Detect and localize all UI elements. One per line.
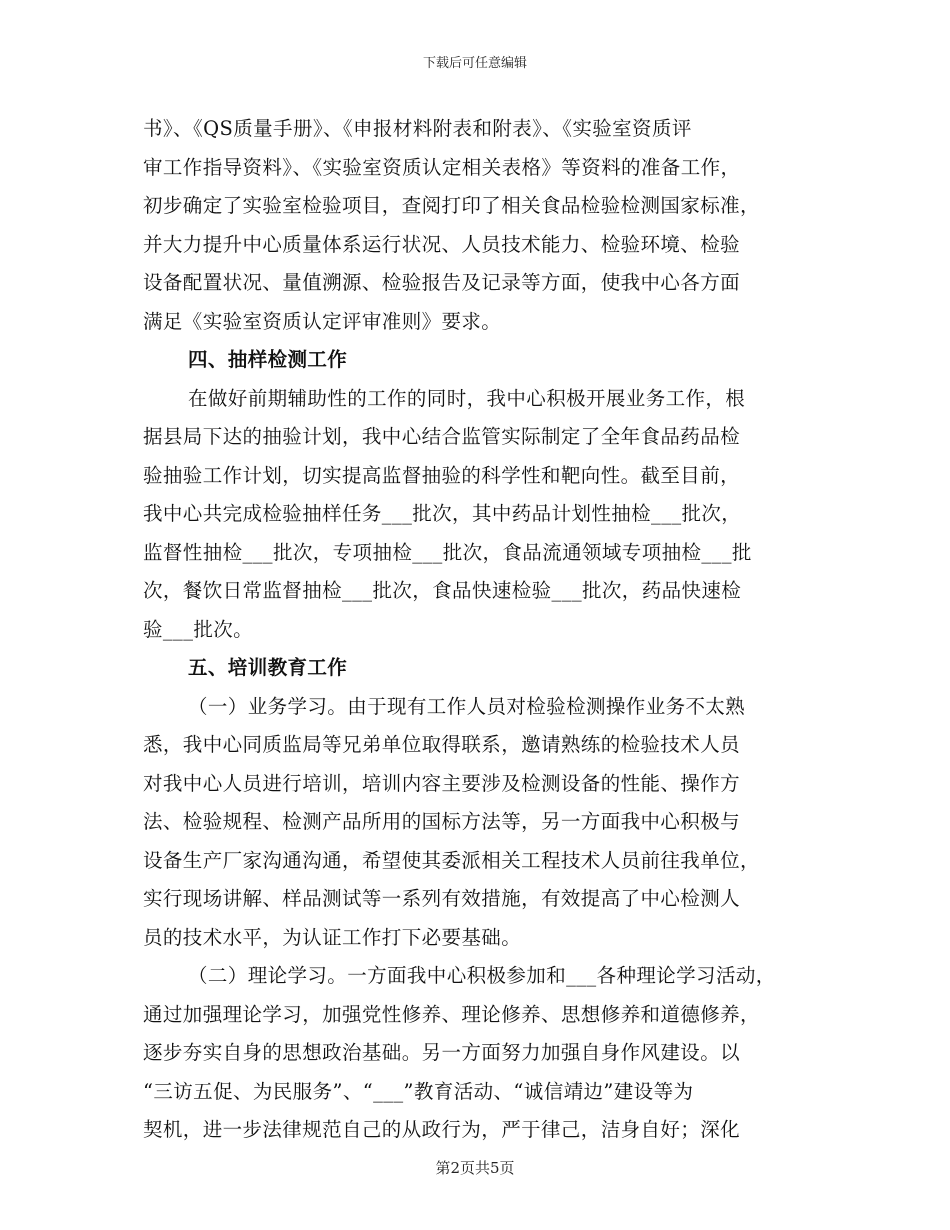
paragraph-line: 通过加强理论学习，加强党性修养、理论修养、思想修养和道德修养， — [143, 1002, 760, 1026]
paragraph-line: 并大力提升中心质量体系运行状况、人员技术能力、检验环境、检验 — [143, 232, 741, 256]
paragraph-line: “三访五促、为民服务”、“___”教育活动、“诚信靖边”建设等为 — [143, 1079, 694, 1103]
document-body — [143, 110, 808, 1150]
paragraph-line: 逐步夯实自身的思想政治基础。另一方面努力加强自身作风建设。以 — [143, 1041, 741, 1064]
paragraph-line: 验___批次。 — [143, 617, 254, 641]
page-header: 下载后可任意编辑 — [422, 56, 527, 71]
paragraph-line: 员的技术水平，为认证工作打下必要基础。 — [143, 925, 522, 949]
page-footer: 第2页共5页 — [435, 1159, 515, 1177]
paragraph-line: （二）理论学习。一方面我中心积极参加和___各种理论学习活动， — [188, 964, 776, 987]
paragraph-line: 初步确定了实验室检验项目，查阅打印了相关食品检验检测国家标准， — [143, 194, 760, 217]
paragraph-line: 契机，进一步法律规范自己的从政行为，严于律己，洁身自好；深化 — [143, 1118, 741, 1141]
paragraph-line: 法、检验规程、检测产品所用的国标方法等，另一方面我中心积极与 — [143, 810, 741, 833]
paragraph-line: 悉，我中心同质监局等兄弟单位取得联系，邀请熟练的检验技术人员 — [143, 733, 741, 756]
paragraph-line: 设备生产厂家沟通沟通，希望使其委派相关工程技术人员前往我单位， — [143, 848, 760, 872]
paragraph-line: 满足《实验室资质认定评审准则》要求。 — [143, 309, 502, 333]
paragraph-line: 我中心共完成检验抽样任务___批次，其中药品计划性抽检___批次， — [143, 502, 742, 525]
paragraph-line: 对我中心人员进行培训，培训内容主要涉及检测设备的性能、操作方 — [143, 771, 741, 795]
paragraph-line: 据县局下达的抽验计划，我中心结合监管实际制定了全年食品药品检 — [143, 425, 741, 448]
paragraph-line: 审工作指导资料》、《实验室资质认定相关表格》等资料的准备工作， — [143, 155, 741, 179]
section-heading: 四、抽样检测工作 — [188, 348, 348, 371]
paragraph-line: （一）业务学习。由于现有工作人员对检验检测操作业务不太熟 — [188, 694, 746, 718]
paragraph-line: 设备配置状况、量值溯源、检验报告及记录等方面，使我中心各方面 — [143, 271, 741, 294]
paragraph-line: 监督性抽检___批次，专项抽检___批次，食品流通领域专项抽检___批 — [143, 540, 752, 564]
paragraph-line: 实行现场讲解、样品测试等一系列有效措施，有效提高了中心检测人 — [143, 887, 741, 910]
paragraph-line: 在做好前期辅助性的工作的同时，我中心积极开展业务工作，根 — [188, 386, 746, 410]
paragraph-line: 书》、《QS质量手册》、《申报材料附表和附表》、《实验室资质评 — [143, 117, 692, 140]
section-heading: 五、培训教育工作 — [188, 656, 348, 679]
paragraph-line: 次，餐饮日常监督抽检___批次，食品快速检验___批次，药品快速检 — [143, 579, 742, 602]
paragraph-line: 验抽验工作计划，切实提高监督抽验的科学性和靶向性。截至目前， — [143, 463, 741, 487]
